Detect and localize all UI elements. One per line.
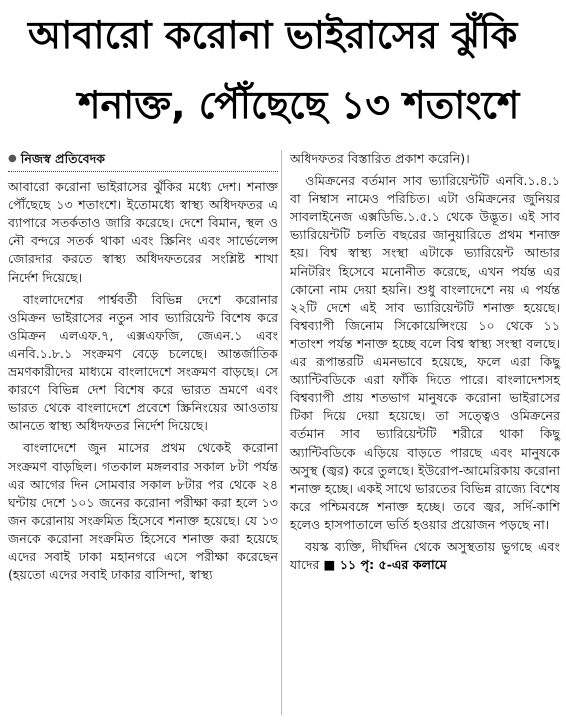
- paragraph: আবারো করোনা ভাইরাসের ঝুঁকির মধ্যে দেশ। শনাক্ত পৌঁছেছে ১৩ শতাংশে। ইতোমধ্যে স্বাস্থ্য অধিদফতর এ ব্যাপারে সতর্কতাও জারি করেছে। দেশে বিমান, স্থল ও নৌ বন্দরে সতর্ক থাকা এবং স্ক্রিনিং এবং সার্ভেলেন্স জোরদার করতে স্বাস্থ্য অধিদফতরের সংশ্লিষ্ট শাখা নির্দেশ দিয়েছে।: [8, 179, 278, 285]
- paragraph: ওমিক্রনের বর্তমান সাব ভ্যারিয়েন্টটি এনবি.১.৪.১ বা নিম্বাস নামেও পরিচিত। এটা ওমিক্রনের জুনিয়র সাবলাইনেজ এক্সডিভি.১.৫.১ থেকে উদ্ভূত। এই সাব ভ্যারিয়েন্টটি চলতি বছরের জানুয়ারিতে প্রথম শনাক্ত হয়। বিশ্ব স্বাস্থ্য সংস্থা এটাকে ভ্যারিয়েন্ট আন্ডার মনিটরিং হিসেবে মনোনীত করেছে, এখন পর্যন্ত এর কোনো নাম দেয়া হয়নি। শুধু বাংলাদেশে নয় এ পর্যন্ত ২২টি দেশে এই সাব ভ্যারিয়েন্টটি শনাক্ত হয়েছে। বিশ্বব্যাপী জিনোম সিকোয়েন্সিংয়ে ১০ থেকে ১১ শতাংশ পর্যন্ত শনাক্ত হচ্ছে বলে বিশ্ব স্বাস্থ্য সংস্থা বলছে। এর রূপান্তরটি এমনভাবে হয়েছে, ফলে এরা কিছু অ্যান্টিবডিকে এরা ফাঁকি দিতে পারে। বাংলাদেশসহ বিশ্বব্যাপী প্রায় শতভাগ মানুষকে করোনা ভাইরাসের টিকা দিয়ে দেয়া হয়েছে। তা সত্ত্বেও ওমিক্রনের বর্তমান সাব ভ্যারিয়েন্টটি শরীরে থাকা কিছু অ্যান্টিবডিকে এড়িয়ে বাড়তে পারছে এবং মানুষকে অসুস্থ (জ্বর) করে তুলছে। ইউরোপ-আমেরিকায় করোনা শনাক্ত হচ্ছে। একই সাথে ভারতের বিভিন্ন রাজ্যে বিশেষ করে পশ্চিমবঙ্গে শনাক্ত হচ্ছে। তবে জ্বর, সর্দি-কাশি হলেও হাসপাতালে ভর্তি হওয়ার প্রয়োজন পড়ছে না।: [290, 173, 560, 532]
- paragraph-text: বয়স্ক ব্যক্তি, দীর্ঘদিন থেকে অসুস্থতায় ভুগছে এবং যাদের: [290, 538, 560, 573]
- article-column-right: [290, 150, 560, 720]
- column-divider: [281, 150, 282, 715]
- headline-line-2: শনাক্ত, পৌঁছেছে ১৩ শতাংশে: [78, 83, 520, 127]
- continuation-marker: ■ ১১ পৃ: ৫-এর কলামে: [323, 557, 447, 573]
- paragraph: [290, 538, 560, 574]
- paragraph: বাংলাদেশের পার্শ্ববর্তী বিভিন্ন দেশে করোনার ওমিক্রন ভাইরাসের নতুন সাব ভ্যারিয়েন্ট বিশেষ করে ওমিক্রন এলএফ.৭, এক্সএফজি, জেএন.১ এবং এনবি.১.৮.১ সংক্রমণ বেড়ে চলেছে। আন্তর্জাতিক ভ্রমণকারীদের মাধ্যমে বাংলাদেশে সংক্রমণ বাড়ছে। সে কারণে বিভিন্ন দেশ বিশেষ করে ভারত ভ্রমণে এবং ভারত থেকে বাংলাদেশে প্রবেশে স্ক্রিনিংয়ের আওতায় আনতে স্বাস্থ্য অধিদফতর নির্দেশ দিয়েছে।: [8, 291, 278, 434]
- paragraph: অধিদফতর বিস্তারিত প্রকাশ করেনি)।: [290, 151, 470, 166]
- article-column-left: [8, 150, 278, 720]
- paragraph: বাংলাদেশে জুন মাসের প্রথম থেকেই করোনা সংক্রমণ বাড়ছিল। গতকাল মঙ্গলবার সকাল ৮টা পর্যন্ত এর আগের দিন সোমবার সকাল ৮টার পর থেকে ২৪ ঘন্টায় দেশে ১০১ জনের করোনা পরীক্ষা করা হলে ১৩ জন করোনায় সংক্রমিত হিসেবে শনাক্ত হয়েছে। যে ১৩ জনকে করোনা সংক্রমিত হিসেবে শনাক্ত করা হয়েছে এদের সবাই ঢাকা মহানগরে এসে পরীক্ষা করেছেন (হয়তো এদের সবাই ঢাকার বাসিন্দা, স্বাস্থ্য: [8, 440, 278, 583]
- byline-text: নিজস্ব প্রতিবেদক: [20, 151, 106, 166]
- headline: [0, 0, 566, 148]
- bullet-icon: ●: [8, 153, 17, 164]
- headline-line-1: আবারো করোনা ভাইরাসের ঝুঁকি: [28, 13, 518, 57]
- continuation-text: ১১ পৃ: ৫-এর কলামে: [339, 557, 447, 573]
- byline: [8, 150, 278, 172]
